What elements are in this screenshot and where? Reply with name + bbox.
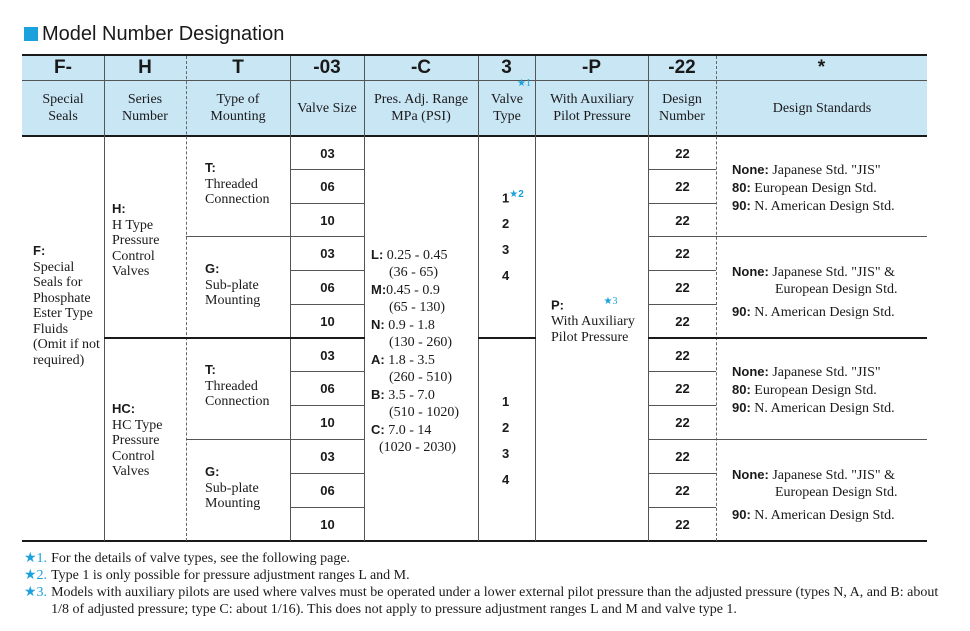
special-seals-cell [33, 243, 103, 368]
design-standard-block: None: Japanese Std. "JIS" 80: European Design Std. 90: N. American Design Std. [732, 162, 895, 214]
mounting-text: Sub-plate Mounting [205, 277, 261, 308]
col-line [104, 56, 105, 541]
star-icon: ★2. [24, 568, 48, 583]
series-code: HC: [112, 401, 136, 416]
valve-type-item: 4 [502, 268, 510, 283]
row-line [716, 439, 927, 440]
valve-size-cell: 10 [320, 212, 335, 228]
header-special-seals: Special Seals [42, 92, 84, 124]
design-number-cell: 22 [675, 347, 690, 363]
design-number-cell: 22 [675, 145, 690, 161]
design-standard-block: None: Japanese Std. "JIS" 80: European Design Std. 90: N. American Design Std. [732, 364, 895, 416]
star-icon: ★1. [24, 551, 48, 566]
pressure-range-item: M:0.45 - 0.9 [371, 282, 440, 298]
valve-size-cell: 03 [320, 347, 335, 363]
header-valve-type: Valve Type [491, 92, 523, 124]
header-series-number: Series Number [122, 92, 168, 124]
code-mounting: T [232, 57, 244, 78]
code-series: H [138, 57, 152, 78]
row-line [186, 337, 291, 339]
header-design-number: Design Number [659, 92, 705, 124]
col-line [364, 56, 365, 541]
mounting-code: G: [205, 464, 220, 479]
row-line [186, 439, 291, 440]
mounting-cell [205, 160, 289, 208]
code-design-standards: * [817, 57, 826, 78]
valve-type-item: 2 [502, 216, 510, 231]
title-square-icon [24, 27, 38, 41]
code-pressure: -C [410, 57, 432, 78]
header-valve-size: Valve Size [297, 100, 357, 116]
valve-type-item: 4 [502, 472, 510, 487]
row-line [186, 236, 291, 237]
header-pilot-pressure: With Auxiliary Pilot Pressure [550, 92, 634, 124]
pilot-star: ★3 [603, 296, 618, 307]
pilot-code: P: [551, 297, 564, 313]
star-icon: ★3. [24, 585, 48, 600]
row-line [104, 337, 186, 339]
valve-size-cell: 06 [320, 381, 335, 396]
row-line [716, 236, 927, 237]
pressure-range-list [371, 246, 477, 456]
design-number-cell: 22 [675, 516, 690, 532]
mounting-text: Sub-plate Mounting [205, 480, 261, 511]
pressure-range-psi: (510 - 1020) [389, 405, 459, 420]
design-standard-block: None: Japanese Std. "JIS" & European Design Std. 90: N. American Design Std. [732, 467, 898, 523]
valve-type-item: 1 [502, 394, 510, 409]
pressure-range-item: L: 0.25 - 0.45 [371, 247, 448, 263]
header-pressure-range: Pres. Adj. Range MPa (PSI) [373, 92, 469, 124]
pilot-cell [551, 294, 646, 345]
row-line [478, 337, 536, 339]
design-number-cell: 22 [675, 449, 690, 464]
pressure-range-item: N: 0.9 - 1.8 [371, 317, 435, 333]
design-number-cell: 22 [675, 313, 690, 329]
series-text: HC Type Pressure Control Valves [112, 417, 163, 479]
header-bottom-rule [22, 135, 927, 137]
series-code: H: [112, 201, 126, 216]
valve-size-cell: 06 [320, 483, 335, 498]
special-seals-code: F: [33, 243, 46, 258]
mounting-code: T: [205, 160, 216, 175]
header-mounting: Type of Mounting [210, 92, 266, 124]
mounting-text: Threaded Connection [205, 378, 270, 409]
valve-size-cell: 10 [320, 415, 335, 430]
valve-type-item: 3 [502, 446, 510, 461]
code-valve-type: 3 [501, 57, 512, 78]
valve-type-item: $1^{★2}$ [502, 189, 524, 206]
valve-size-cell: 06 [320, 179, 335, 194]
design-number-cell: 22 [675, 179, 690, 194]
pressure-range-psi: (130 - 260) [389, 335, 452, 350]
valve-size-cell: 03 [320, 145, 335, 161]
series-cell [112, 401, 182, 480]
design-number-cell: 22 [675, 280, 690, 295]
valve-size-cell: 10 [320, 516, 335, 532]
design-standard-block: None: Japanese Std. "JIS" & European Design Std. 90: N. American Design Std. [732, 264, 898, 320]
valve-type-star: ★2 [509, 189, 524, 200]
footnotes [24, 550, 939, 618]
row-line [716, 337, 927, 339]
pressure-range-item: C: 7.0 - 14 [371, 422, 432, 438]
pressure-range-psi: (65 - 130) [389, 300, 445, 315]
valve-size-cell: 10 [320, 313, 335, 329]
mounting-code: T: [205, 362, 216, 377]
valve-type-item: 2 [502, 420, 510, 435]
valve-type-item: 3 [502, 242, 510, 257]
design-number-cell: 22 [675, 246, 690, 261]
pressure-range-psi: (36 - 65) [389, 265, 438, 280]
series-text: H Type Pressure Control Valves [112, 217, 160, 279]
code-design-number: -22 [668, 57, 696, 78]
footnote-3: ★3. Models with auxiliary pilots are used where valves must be operated under a lower external pilot pressure than the adjusted pressure (types N, A, and B: about 1/8 of adjusted pressure; type C: about 1/16). This does not apply to pressure adjustment ranges L and M and valve type 1. [24, 585, 939, 617]
pressure-range-psi: (1020 - 2030) [379, 440, 456, 455]
mounting-text: Threaded Connection [205, 176, 270, 207]
title-text: Model Number Designation [42, 22, 285, 45]
design-number-cell: 22 [675, 212, 690, 228]
bottom-rule [22, 540, 927, 542]
mounting-code: G: [205, 261, 220, 276]
code-pilot: -P [582, 57, 601, 78]
series-cell [112, 201, 182, 280]
pressure-range-item: B: 3.5 - 7.0 [371, 387, 435, 403]
special-seals-text: Special Seals for Phosphate Ester Type Fluids (Omit if not required) [33, 259, 100, 368]
mounting-cell [205, 464, 289, 512]
mounting-cell [205, 261, 289, 309]
mounting-cell [205, 362, 289, 410]
design-number-cell: 22 [675, 381, 690, 396]
col-line [716, 56, 717, 541]
valve-size-cell: 03 [320, 246, 335, 261]
footnote-1: ★1. For the details of valve types, see the following page. [24, 551, 351, 566]
code-valve-size: -03 [313, 57, 341, 78]
design-number-cell: 22 [675, 415, 690, 430]
pressure-range-item: A: 1.8 - 3.5 [371, 352, 435, 368]
col-line [535, 56, 536, 541]
header-valve-type-star: ★1 [517, 78, 531, 89]
col-line [478, 56, 479, 541]
design-number-cell: 22 [675, 483, 690, 498]
footnote-2: ★2. Type 1 is only possible for pressure adjustment ranges L and M. [24, 568, 410, 583]
valve-size-cell: 03 [320, 449, 335, 464]
pilot-text: With Auxiliary Pilot Pressure [551, 314, 635, 345]
header-design-standards: Design Standards [772, 100, 872, 116]
code-special-seals: F- [54, 57, 72, 78]
col-line [186, 56, 187, 541]
pressure-range-psi: (260 - 510) [389, 370, 452, 385]
valve-size-cell: 06 [320, 280, 335, 295]
page-title [24, 20, 284, 48]
